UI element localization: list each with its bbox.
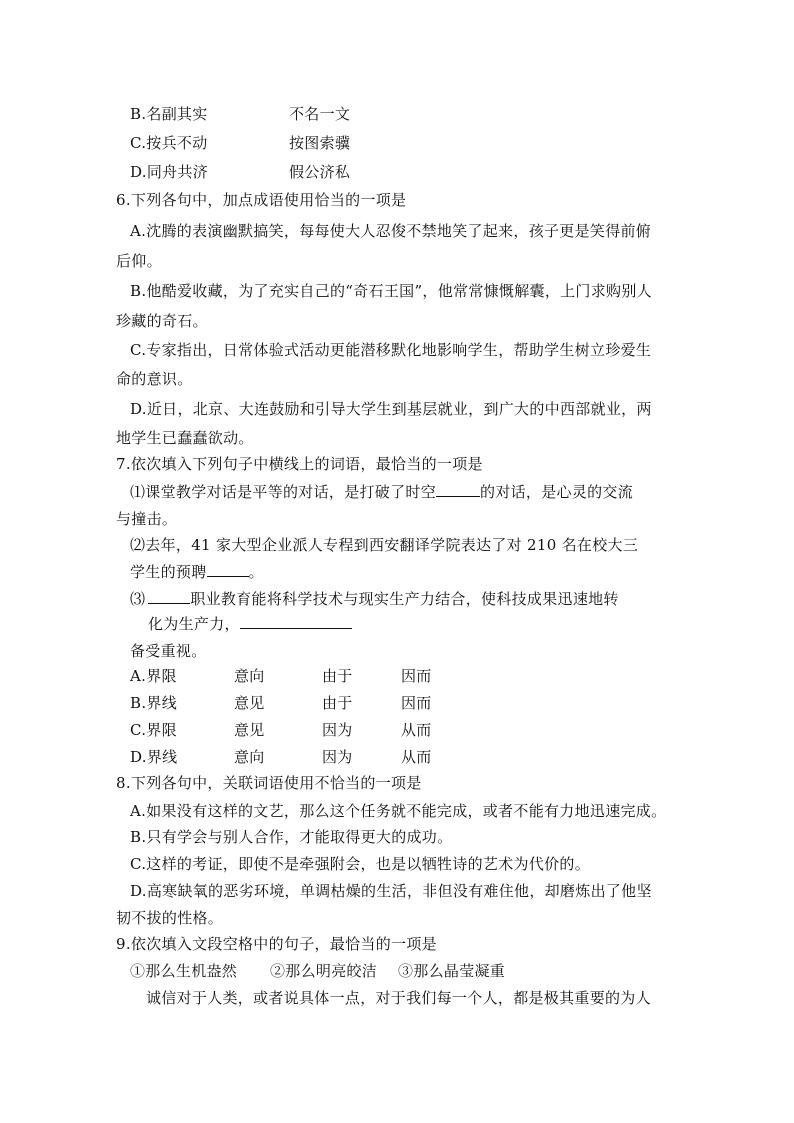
q7-s3-number: ⑶: [130, 590, 146, 608]
q7-option-d-word4: 从而: [401, 748, 432, 766]
q8-option-d-line1: D.高寒缺氧的恶劣环境，单调枯燥的生活，非但没有难住他，却磨炼出了他坚: [130, 882, 652, 900]
q8-option-a: A.如果没有这样的文艺，那么这个任务就不能完成，或者不能有力地迅速完成。: [130, 802, 667, 820]
q7-option-d-word3: 因为: [322, 748, 353, 766]
q6-option-c-line1: C.专家指出，日常体验式活动更能潜移默化地影响学生，帮助学生树立珍爱生: [130, 341, 652, 359]
q7-s3-text-b: 化为生产力，: [148, 615, 240, 633]
q7-option-d-label: D.界线: [130, 748, 178, 766]
q8-stem: 8.下列各句中，关联词语使用不恰当的一项是: [116, 774, 422, 792]
q7-s2-text-c: 。: [248, 563, 264, 581]
q7-option-b-word2: 意见: [234, 694, 265, 712]
q7-option-b-word3: 由于: [322, 694, 353, 712]
q9-option-2: ②那么明亮皎洁: [270, 962, 378, 980]
q7-sentence-3-line1: [130, 589, 619, 609]
q6-option-d-line1: D.近日，北京、大连鼓励和引导大学生到基层就业，到广大的中西部就业，两: [130, 400, 652, 418]
q7-stem: 7.依次填入下列句子中横线上的词语，最恰当的一项是: [116, 455, 483, 473]
q7-s3-text-a: 职业教育能将科学技术与现实生产力结合，使科技成果迅速地转: [190, 590, 619, 608]
q7-option-a-word4: 因而: [401, 667, 432, 685]
q9-stem: 9.依次填入文段空格中的句子，最恰当的一项是: [116, 935, 437, 953]
q9-option-3: ③那么晶莹凝重: [398, 962, 506, 980]
q7-sentence-3-line2: [148, 614, 352, 634]
q7-s1-text-b: 的对话，是心灵的交流: [480, 483, 634, 501]
q7-s2-text-b: 学生的预聘: [130, 563, 207, 581]
q7-sentence-3-line3: 备受重视。: [130, 642, 207, 660]
q7-option-a-word3: 由于: [322, 667, 353, 685]
q8-option-d-line2: 韧不拔的性格。: [116, 909, 224, 927]
q7-sentence-1-line2: 与撞击。: [116, 510, 178, 528]
q8-option-c: C.这样的考证，即使不是牵强附会，也是以牺牲诗的艺术为代价的。: [130, 855, 591, 873]
q5-option-d-right: 假公济私: [289, 163, 351, 181]
q6-option-a-line2: 后仰。: [116, 252, 162, 270]
q5-option-b-label: B.名副其实: [130, 105, 208, 123]
q5-option-d-label: D.同舟共济: [130, 163, 209, 181]
q7-sentence-1-line1: [130, 482, 633, 502]
q8-option-b: B.只有学会与别人合作，才能取得更大的成功。: [130, 828, 453, 846]
q6-option-d-line2: 地学生已蠢蠢欲动。: [116, 429, 254, 447]
q7-option-a-label: A.界限: [130, 667, 177, 685]
q7-option-c-word2: 意见: [234, 721, 265, 739]
q7-option-c-label: C.界限: [130, 721, 177, 739]
q7-sentence-2-line1: ⑵去年，41 家大型企业派人专程到西安翻译学院表达了对 210 名在校大三: [130, 536, 639, 554]
q9-option-1: ①那么生机盎然: [130, 962, 238, 980]
q6-option-b-line1: B.他酷爱收藏，为了充实自己的“奇石王国”，他常常慷慨解囊，上门求购别人: [130, 282, 652, 300]
q7-blank-1: [436, 482, 480, 497]
q5-option-c-right: 按图索骥: [289, 134, 351, 152]
q7-blank-4: [240, 614, 352, 629]
q6-stem: 6.下列各句中，加点成语使用恰当的一项是: [116, 191, 407, 209]
q6-option-a-line1: A.沈腾的表演幽默搞笑，每每使大人忍俊不禁地笑了起来，孩子更是笑得前俯: [130, 222, 652, 240]
q7-option-a-word2: 意向: [234, 667, 265, 685]
q7-sentence-2-line2: [130, 562, 264, 582]
q7-option-c-word3: 因为: [322, 721, 353, 739]
q7-s1-text-a: ⑴课堂教学对话是平等的对话，是打破了时空: [130, 483, 437, 501]
q7-option-d-word2: 意向: [234, 748, 265, 766]
q6-option-c-line2: 命的意识。: [116, 370, 193, 388]
q5-option-c-label: C.按兵不动: [130, 134, 208, 152]
q7-option-b-label: B.界线: [130, 694, 177, 712]
q7-option-b-word4: 因而: [401, 694, 432, 712]
q5-option-b-right: 不名一文: [289, 105, 351, 123]
q7-option-c-word4: 从而: [401, 721, 432, 739]
q7-blank-2: [207, 562, 249, 577]
q9-passage-line1: 诚信对于人类，或者说具体一点，对于我们每一个人，都是极其重要的为人: [146, 989, 651, 1007]
q7-blank-3: [148, 589, 190, 604]
q6-option-b-line2: 珍藏的奇石。: [116, 312, 208, 330]
